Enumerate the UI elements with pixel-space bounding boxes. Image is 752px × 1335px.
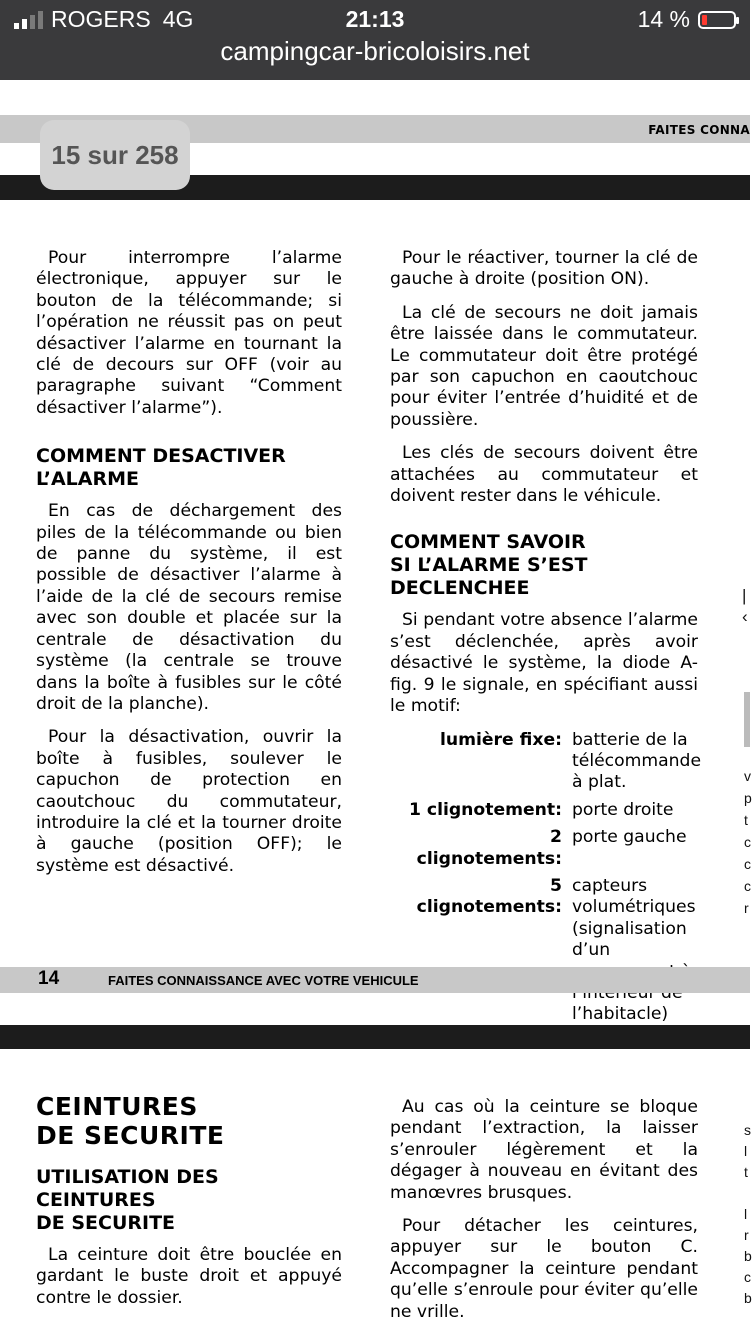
paragraph: Pour interrompre l’alarme électronique, appuyer sur le bouton de la télécommande; si l’opération ne réussit pas on peut désactiver l’alarme en tournant la clé de decours sur OFF (voir au paragraphe suivant “Comment désactiver l’alarme”). (36, 248, 342, 418)
paragraph: La ceinture doit être bouclée en gardant le buste droit et appuyé contre le dossier. (36, 1245, 342, 1308)
battery-icon (698, 11, 736, 29)
paragraph: En cas de déchargement des piles de la télécommande ou bien de panne du système, il est possible de désactiver l’alarme à l’aide de la clé de secours remise avec son double et placée sur la centrale de désactivation du système (la centrale se trouve dans la boîte à fusibles sur le côté droit de la planche). (36, 501, 342, 714)
legend-key: 1 clignotement: (408, 799, 562, 820)
heading-line: DECLENCHEE (390, 577, 530, 600)
title-line: CEINTURES (36, 1092, 198, 1121)
heading-line: COMMENT SAVOIR (390, 531, 586, 554)
running-head: FAITES CONNA (648, 123, 750, 137)
section-heading (36, 445, 342, 491)
legend-key: 2 clignotements: (416, 827, 562, 869)
paragraph: Si pendant votre absence l’alarme s’est déclenchée, après avoir désactivé le système, la diode A-fig. 9 le signale, en spécifiant aussi le motif: (390, 610, 698, 717)
heading-line: UTILISATION DES (36, 1166, 219, 1188)
network-type: 4G (162, 6, 194, 32)
page1-left-column (36, 248, 342, 889)
paragraph: Les clés de secours doivent être attachées au commutateur et doivent rester dans le véhicule. (390, 443, 698, 507)
section-heading (390, 531, 698, 600)
header-black-band (0, 1025, 750, 1049)
title-line: DE SECURITE (36, 1121, 225, 1150)
clock: 21:13 (345, 6, 405, 32)
legend-value: capteurs volumétriques (signalisation d’un l’habitacle) (572, 875, 696, 1025)
chapter-title (36, 1092, 342, 1150)
url-bar[interactable]: campingcar-bricoloisirs.net (220, 36, 530, 66)
page1-right-column (390, 248, 702, 1026)
legend-key: lumière fixe: (439, 729, 562, 750)
legend-value: porte droite (572, 799, 674, 820)
clipped-image-fragment (744, 692, 750, 747)
paragraph: La clé de secours ne doit jamais être laissée dans le commutateur. Le commutateur doit être protégé par son capuchon en caoutchouc pour éviter l’entrée d’huidité et de poussière. (390, 302, 698, 430)
footer-title: FAITES CONNAISSANCE AVEC VOTRE VEHICULE (108, 973, 419, 988)
legend-value: porte gauche (572, 827, 687, 848)
paragraph: Au cas où la ceinture se bloque pendant l’extraction, la laisser s’enrouler légèrement et la dégager à nouveau en évitant des manœvres brusques. (390, 1097, 698, 1203)
page2-left-column (36, 1092, 342, 1321)
section-heading (36, 1166, 342, 1235)
paragraph: Pour le réactiver, tourner la clé de gauche à droite (position ON). (390, 248, 698, 290)
page-footer-band (0, 967, 750, 993)
heading-line: L’ALARME (36, 468, 139, 491)
heading-line: COMMENT DESACTIVER (36, 445, 286, 468)
paragraph: Pour la désactivation, ouvrir la boîte à fusibles, soulever le capuchon de protection en caoutchouc du commutateur, introduire la clé et la tourner droite à gauche (position OFF); le système est désactivé. (36, 727, 342, 876)
carrier-name: ROGERS (51, 6, 151, 32)
heading-line: CEINTURES (36, 1189, 156, 1211)
paragraph: Pour détacher les ceintures, appuyer sur le bouton C. Accompagner la ceinture pendant qu’elle s’enroule pour éviter qu’elle ne vrille. (390, 1216, 698, 1322)
battery-percent: 14 % (637, 6, 690, 32)
clipped-text-fragment: v p t c c c r (744, 768, 752, 916)
heading-line: DE SECURITE (36, 1212, 176, 1234)
page2-right-column (390, 1097, 698, 1335)
clipped-text-fragment: s l t l r b c b (744, 1122, 752, 1306)
page-counter: 15 sur 258 (40, 120, 190, 190)
status-bar (0, 0, 750, 80)
clipped-text-fragment: | ‹ (742, 586, 748, 626)
legend-value: batterie de la télécommande à plat. (572, 729, 702, 793)
legend-key: 5 clignotements: (416, 875, 562, 918)
page-number: 14 (38, 968, 60, 989)
heading-line: SI L’ALARME S’EST (390, 554, 588, 577)
battery-info (638, 6, 736, 33)
